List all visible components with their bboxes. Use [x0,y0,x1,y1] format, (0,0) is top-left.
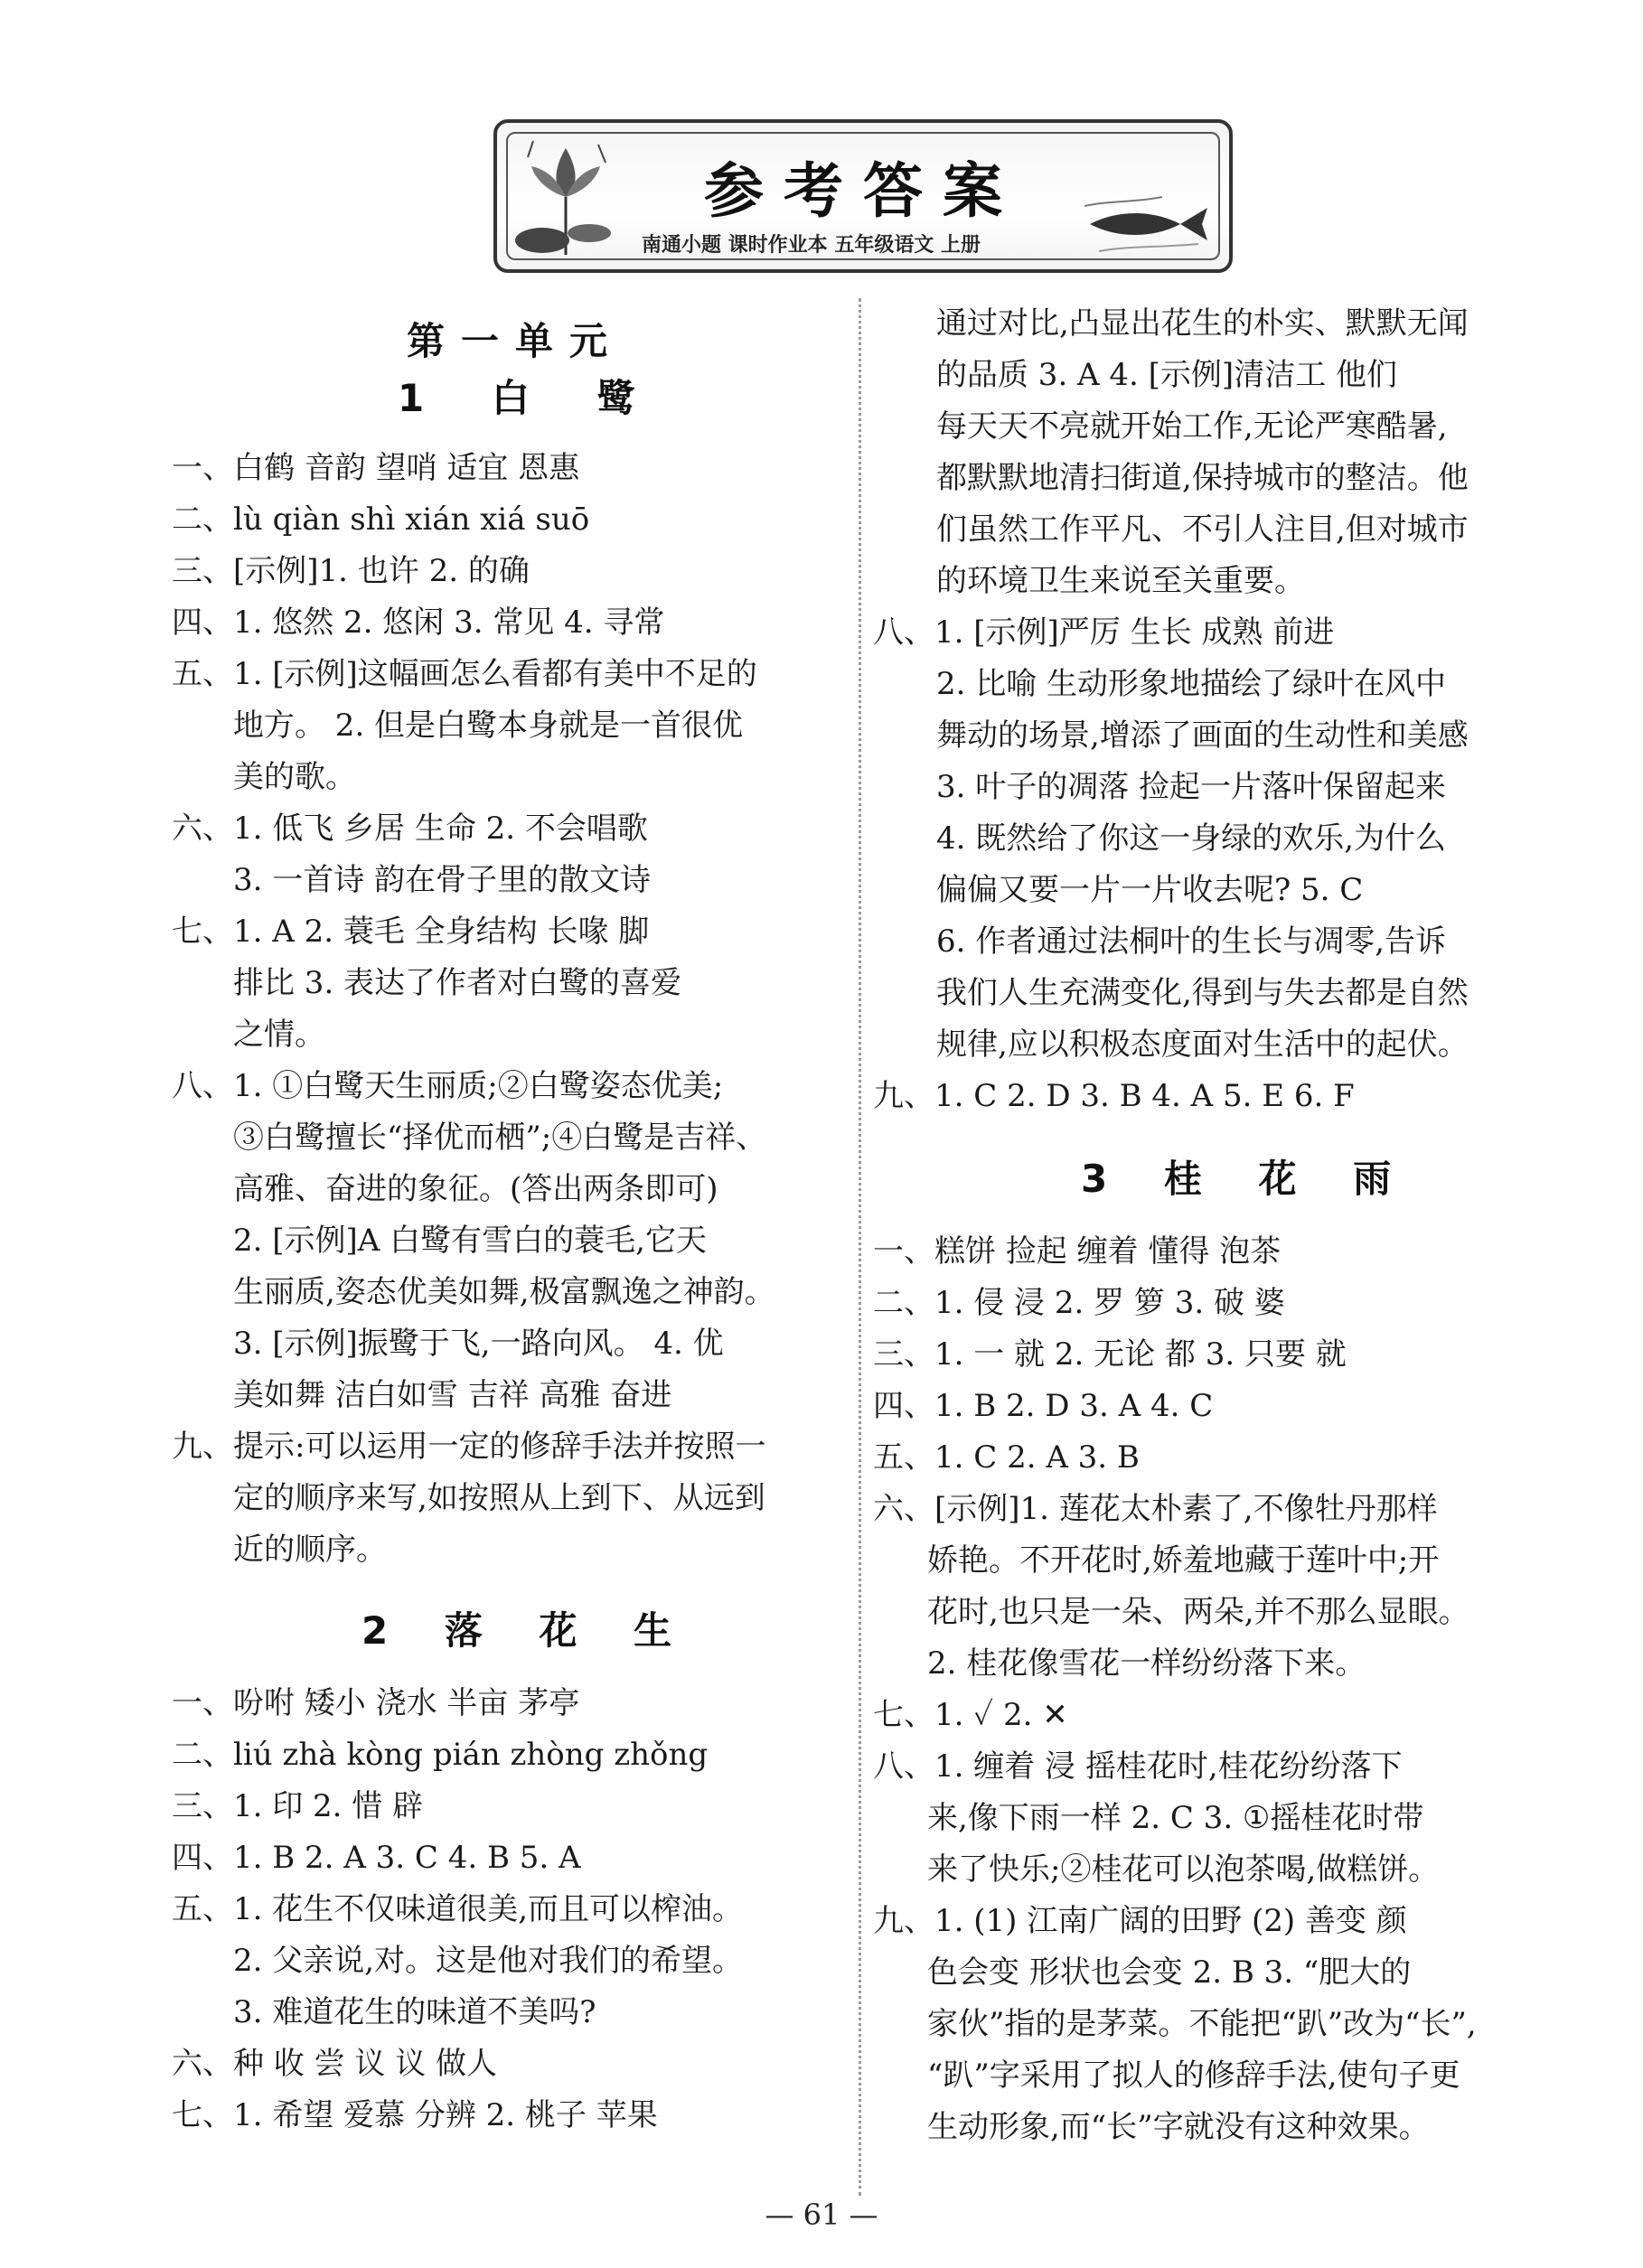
answer-line: 六、种 收 尝 议 议 做人 [172,2046,498,2082]
answer-line: 3. 难道花生的味道不美吗? [233,1994,596,2030]
answer-line: 四、1. 悠然 2. 悠闲 3. 常见 4. 寻常 [172,604,665,641]
answer-banner [493,119,1233,273]
page-number: — 61 — [765,2198,878,2232]
unit-title: 第一单元 [407,319,624,363]
answer-line: 都默默地清扫街道,保持城市的整洁。他 [936,460,1469,496]
answer-line: 来了快乐;②桂花可以泡茶喝,做糕饼。 [927,1851,1440,1888]
answer-line: 五、1. 花生不仅味道很美,而且可以榨油。 [172,1891,744,1927]
banner-subtitle: 南通小题 课时作业本 五年级语文 上册 [642,234,981,257]
answer-line: 九、1. C 2. D 3. B 4. A 5. E 6. F [873,1078,1355,1114]
answer-line: 八、1. [示例]严厉 生长 成熟 前进 [873,614,1335,651]
answer-line: 四、1. B 2. D 3. A 4. C [873,1388,1214,1424]
answer-line: 偏偏又要一片一片收去呢? 5. C [936,872,1364,908]
answer-line: 之情。 [233,1017,325,1053]
answer-line: 五、1. C 2. A 3. B [873,1439,1140,1476]
answer-line: 四、1. B 2. A 3. C 4. B 5. A [172,1840,581,1876]
answer-line: 六、1. 低飞 乡居 生命 2. 不会唱歌 [172,811,648,847]
answer-line: 家伙”指的是茅菜。不能把“趴”改为“长”, [927,2006,1477,2042]
answer-line: 三、1. 印 2. 惜 辟 [172,1788,424,1824]
answer-line: 七、1. 希望 爱慕 分辨 2. 桃子 苹果 [172,2097,658,2133]
answer-line: 2. [示例]A 白鹭有雪白的蓑毛,它天 [233,1223,707,1259]
answer-line: 三、1. 一 就 2. 无论 都 3. 只要 就 [873,1336,1347,1373]
answer-line: 色会变 形状也会变 2. B 3. “肥大的 [927,1954,1412,1991]
fish-icon [1081,188,1216,260]
answer-line: 4. 既然给了你这一身绿的欢乐,为什么 [936,820,1447,857]
answer-line: 定的顺序来写,如按照从上到下、从远到 [233,1480,765,1516]
answer-line: 3. 叶子的凋落 捡起一片落叶保留起来 [936,769,1447,805]
answer-line: 每天天不亮就开始工作,无论严寒酷暑, [936,408,1448,445]
answer-line: 二、liú zhà kòng pián zhòng zhǒng [172,1737,709,1773]
column-divider [859,298,861,2196]
answer-line: 生动形象,而“长”字就没有这种效果。 [927,2109,1430,2145]
answer-line: 九、1. (1) 江南广阔的田野 (2) 善变 颜 [873,1903,1407,1939]
answer-line: 我们人生充满变化,得到与失去都是自然 [936,975,1469,1011]
answer-line: 三、[示例]1. 也许 2. 的确 [172,553,530,589]
answer-line: 美如舞 洁白如雪 吉祥 高雅 奋进 [233,1377,672,1413]
answer-line: 七、1. ✓ 2. ✕ [873,1697,1068,1733]
answer-line: 地方。 2. 但是白鹭本身就是一首很优 [233,708,744,744]
answer-line: 2. 父亲说,对。这是他对我们的希望。 [233,1943,744,1979]
answer-line: ③白鹭擅长“择优而栖”;④白鹭是吉祥、 [233,1120,767,1156]
banner-title: 参考答案 [704,156,1022,226]
answer-line: 七、1. A 2. 蓑毛 全身结构 长喙 脚 [172,914,650,950]
answer-line: 的环境卫生来说至关重要。 [936,563,1305,599]
answer-line: 八、1. 缠着 浸 摇桂花时,桂花纷纷落下 [873,1748,1403,1785]
answer-line: 规律,应以积极态度面对生活中的起伏。 [936,1026,1469,1063]
answer-line: 舞动的场景,增添了画面的生动性和美感 [936,717,1469,754]
answer-line: 3. [示例]振鹭于飞,一路向风。 4. 优 [233,1326,724,1362]
answer-line: 通过对比,凸显出花生的朴实、默默无闻 [936,305,1469,342]
answer-line: 6. 作者通过法桐叶的生长与凋零,告诉 [936,923,1447,960]
answer-line: “趴”字采用了拟人的修辞手法,使句子更 [927,2057,1460,2094]
answer-line: 九、提示:可以运用一定的修辞手法并按照一 [172,1429,766,1465]
answer-line: 近的顺序。 [233,1532,387,1568]
answer-line: 娇艳。不开花时,娇羞地藏于莲叶中;开 [927,1542,1440,1579]
answer-line: 五、1. [示例]这幅画怎么看都有美中不足的 [172,656,757,692]
lesson3-title: 3 桂 花 雨 [1081,1157,1413,1201]
answer-line: 2. 桂花像雪花一样纷纷落下来。 [927,1645,1366,1682]
answer-line: 二、1. 侵 浸 2. 罗 箩 3. 破 婆 [873,1285,1285,1321]
answer-line: 们虽然工作平凡、不引人注目,但对城市 [936,511,1469,548]
answer-line: 一、糕饼 捡起 缠着 懂得 泡茶 [873,1233,1282,1270]
answer-line: 生丽质,姿态优美如舞,极富飘逸之神韵。 [233,1274,775,1310]
answer-line: 排比 3. 表达了作者对白鹭的喜爱 [233,965,682,1001]
answer-line: 二、lù qiàn shì xián xiá suō [172,501,590,538]
answer-line: 花时,也只是一朵、两朵,并不那么显眼。 [927,1594,1469,1630]
answer-line: 美的歌。 [233,759,356,795]
lesson1-title: 1 白 鹭 [398,376,662,420]
lesson2-title: 2 落 花 生 [361,1608,694,1653]
answer-line: 2. 比喻 生动形象地描绘了绿叶在风中 [936,666,1447,702]
answer-line: 来,像下雨一样 2. C 3. ①摇桂花时带 [927,1800,1424,1836]
answer-line: 高雅、奋进的象征。(答出两条即可) [233,1171,718,1207]
answer-line: 一、吩咐 矮小 浇水 半亩 茅亭 [172,1685,580,1721]
answer-line: 八、1. ①白鹭天生丽质;②白鹭姿态优美; [172,1068,724,1104]
answer-line: 一、白鹤 音韵 望哨 适宜 恩惠 [172,450,580,486]
answer-line: 3. 一首诗 韵在骨子里的散文诗 [233,862,652,898]
answer-line: 的品质 3. A 4. [示例]清洁工 他们 [936,357,1397,393]
answer-line: 六、[示例]1. 莲花太朴素了,不像牡丹那样 [873,1491,1438,1527]
